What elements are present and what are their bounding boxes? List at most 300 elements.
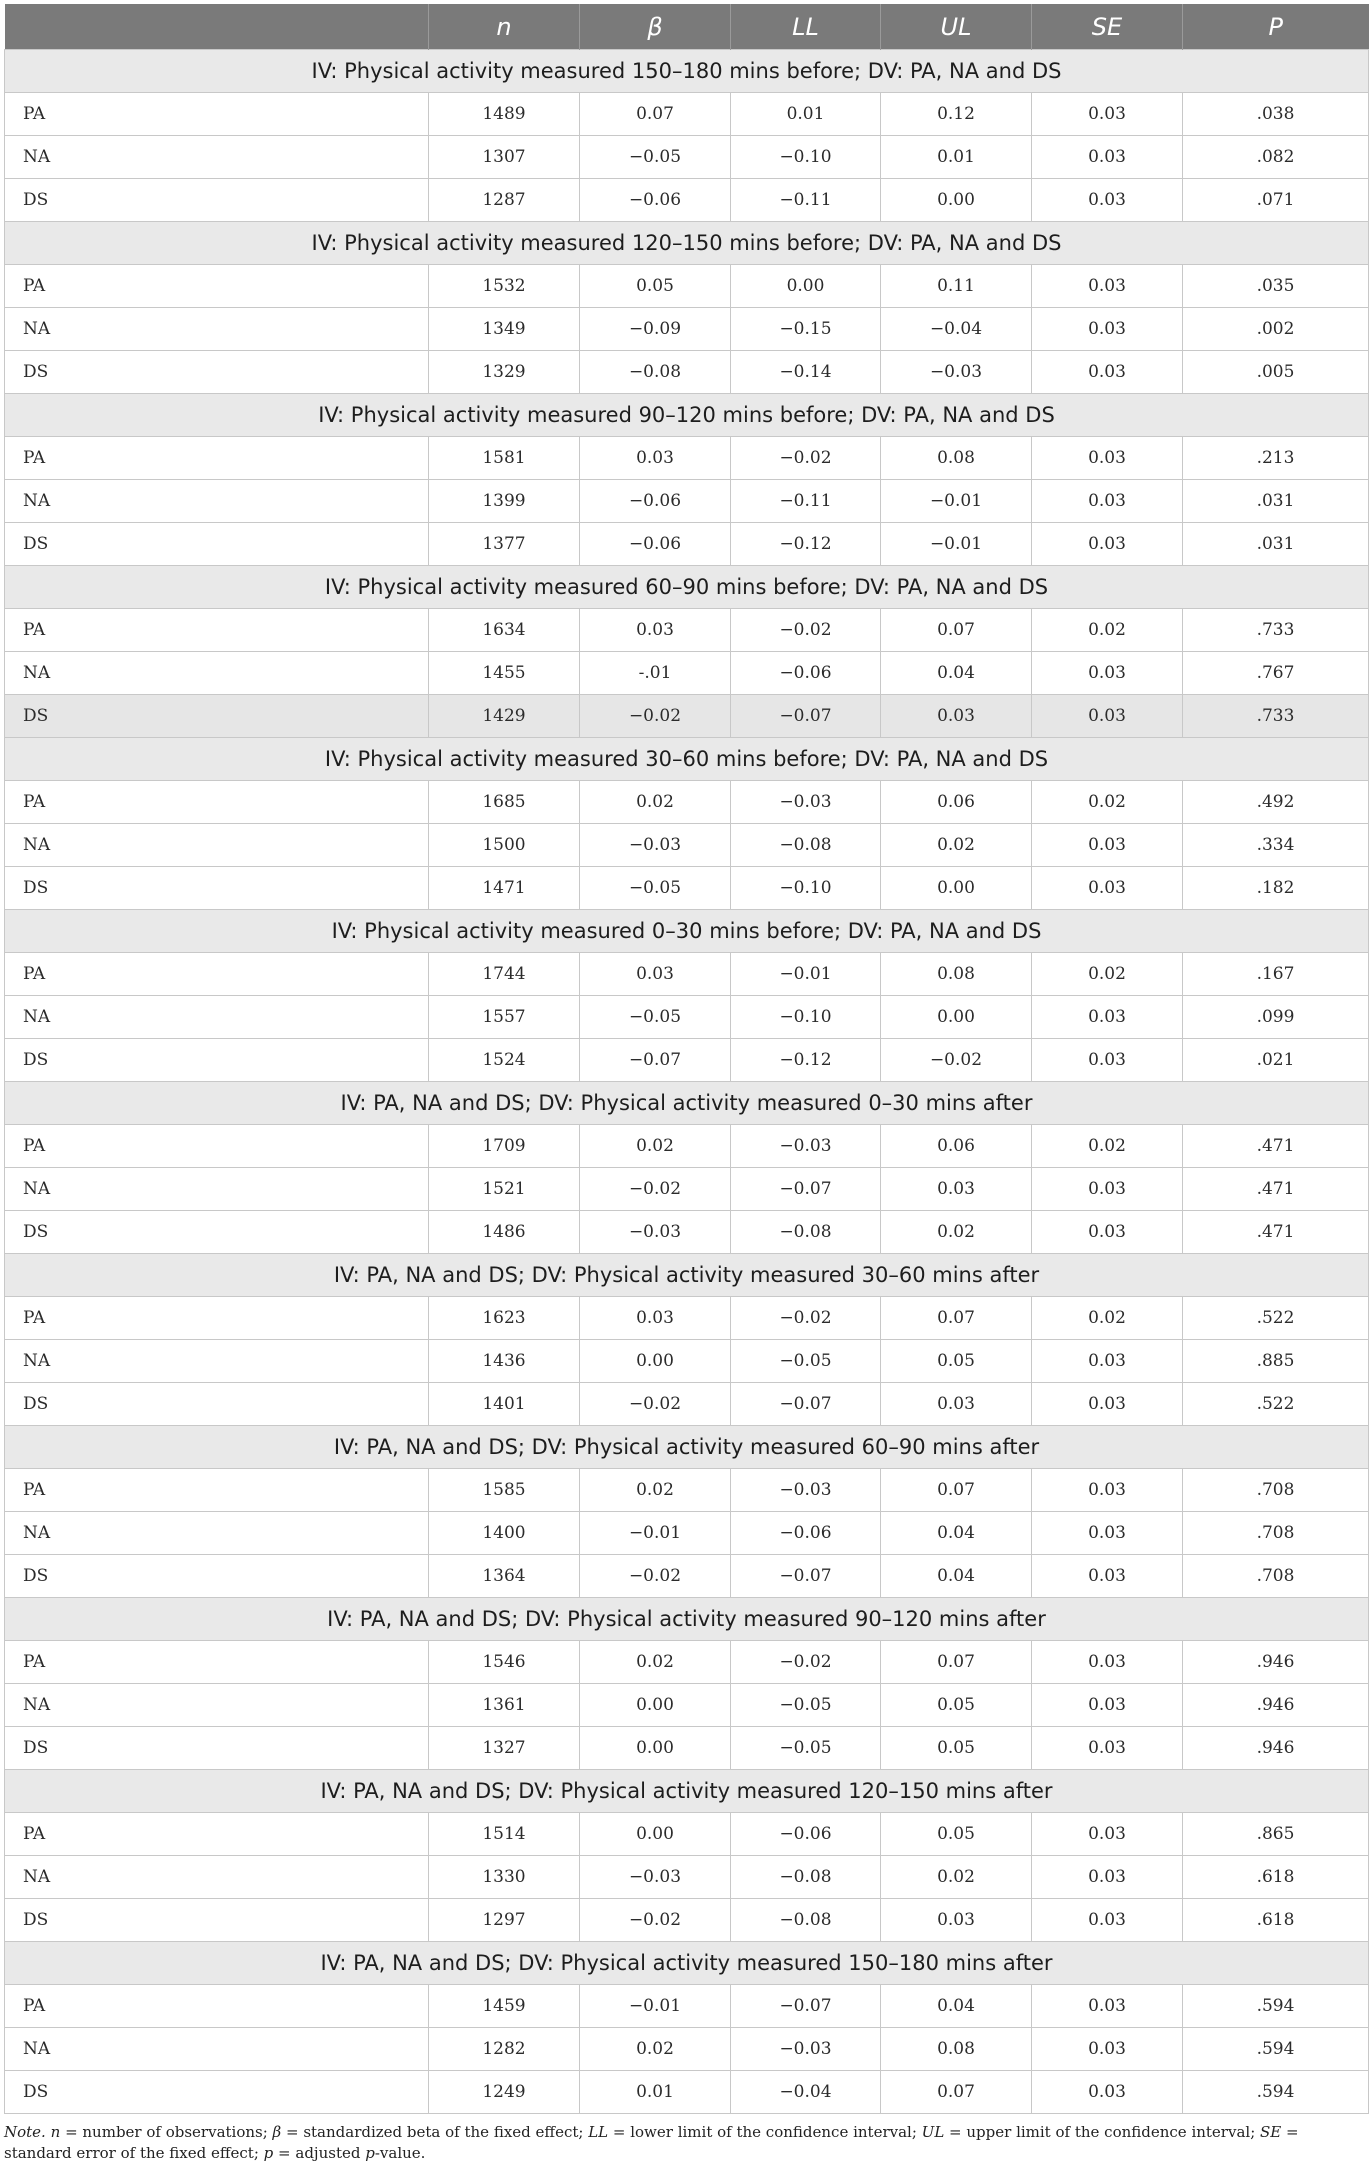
section-title: IV: Physical activity measured 30–60 mins before; DV: PA, NA and DS	[5, 738, 1369, 781]
cell-n: 1623	[429, 1297, 580, 1340]
cell-ll: −0.06	[731, 1813, 881, 1856]
cell-ll: −0.05	[731, 1340, 881, 1383]
cell-n: 1429	[429, 695, 580, 738]
cell-p: .767	[1183, 652, 1369, 695]
note-text: = standard error of the fixed effect;	[4, 2123, 1299, 2162]
header-se: SE	[1032, 4, 1183, 50]
row-label: PA	[5, 953, 429, 996]
table-row	[5, 867, 1369, 910]
cell-ul: 0.08	[881, 2028, 1032, 2071]
cell-ll: −0.06	[731, 1512, 881, 1555]
cell-beta: 0.00	[580, 1340, 731, 1383]
cell-se: 0.03	[1032, 1641, 1183, 1684]
cell-beta: −0.01	[580, 1985, 731, 2028]
row-label: DS	[5, 695, 429, 738]
cell-ul: 0.06	[881, 781, 1032, 824]
cell-p: .167	[1183, 953, 1369, 996]
section-header-row	[5, 910, 1369, 953]
cell-ll: −0.15	[731, 308, 881, 351]
row-label: DS	[5, 1899, 429, 1942]
cell-ul: 0.05	[881, 1684, 1032, 1727]
cell-beta: −0.03	[580, 1211, 731, 1254]
row-label: NA	[5, 1340, 429, 1383]
row-label: NA	[5, 1168, 429, 1211]
cell-n: 1329	[429, 351, 580, 394]
table-row	[5, 1856, 1369, 1899]
cell-beta: 0.00	[580, 1813, 731, 1856]
table-row	[5, 136, 1369, 179]
cell-beta: 0.03	[580, 953, 731, 996]
cell-ll: −0.04	[731, 2071, 881, 2114]
note-text: = adjusted	[273, 2144, 366, 2162]
results-table-container	[4, 4, 1368, 2164]
cell-ll: −0.08	[731, 1856, 881, 1899]
cell-ll: −0.14	[731, 351, 881, 394]
cell-ll: −0.11	[731, 480, 881, 523]
cell-p: .031	[1183, 523, 1369, 566]
table-row	[5, 1899, 1369, 1942]
cell-ul: 0.07	[881, 2071, 1032, 2114]
cell-beta: 0.00	[580, 1727, 731, 1770]
note-symbol: p	[365, 2144, 375, 2162]
cell-beta: 0.02	[580, 1641, 731, 1684]
cell-p: .471	[1183, 1168, 1369, 1211]
cell-ll: −0.08	[731, 1211, 881, 1254]
cell-p: .021	[1183, 1039, 1369, 1082]
table-row	[5, 437, 1369, 480]
table-row	[5, 1469, 1369, 1512]
row-label: NA	[5, 652, 429, 695]
section-title: IV: PA, NA and DS; DV: Physical activity measured 120–150 mins after	[5, 1770, 1369, 1813]
cell-p: .334	[1183, 824, 1369, 867]
cell-ul: 0.02	[881, 824, 1032, 867]
table-row	[5, 996, 1369, 1039]
cell-p: .946	[1183, 1684, 1369, 1727]
cell-beta: 0.02	[580, 1125, 731, 1168]
table-row	[5, 93, 1369, 136]
row-label: PA	[5, 1125, 429, 1168]
cell-ul: 0.03	[881, 1899, 1032, 1942]
cell-beta: −0.01	[580, 1512, 731, 1555]
table-row	[5, 1985, 1369, 2028]
row-label: DS	[5, 351, 429, 394]
table-row	[5, 2028, 1369, 2071]
cell-ul: 0.02	[881, 1856, 1032, 1899]
cell-beta: −0.06	[580, 480, 731, 523]
cell-p: .522	[1183, 1383, 1369, 1426]
table-row	[5, 351, 1369, 394]
cell-se: 0.03	[1032, 437, 1183, 480]
cell-p: .708	[1183, 1469, 1369, 1512]
cell-beta: 0.00	[580, 1684, 731, 1727]
section-title: IV: Physical activity measured 90–120 mins before; DV: PA, NA and DS	[5, 394, 1369, 437]
cell-se: 0.03	[1032, 1383, 1183, 1426]
table-row	[5, 1813, 1369, 1856]
cell-n: 1634	[429, 609, 580, 652]
table-row	[5, 1727, 1369, 1770]
cell-se: 0.03	[1032, 1168, 1183, 1211]
note-symbol: β	[272, 2123, 282, 2141]
cell-n: 1361	[429, 1684, 580, 1727]
cell-p: .946	[1183, 1727, 1369, 1770]
cell-beta: 0.02	[580, 2028, 731, 2071]
row-label: PA	[5, 1985, 429, 2028]
cell-se: 0.03	[1032, 695, 1183, 738]
section-header-row	[5, 566, 1369, 609]
note-text: = standardized beta of the fixed effect;	[281, 2123, 589, 2141]
cell-ul: 0.04	[881, 1555, 1032, 1598]
cell-ul: −0.03	[881, 351, 1032, 394]
cell-ul: −0.04	[881, 308, 1032, 351]
table-row	[5, 824, 1369, 867]
cell-se: 0.03	[1032, 2028, 1183, 2071]
cell-p: .733	[1183, 695, 1369, 738]
note-symbol: p	[263, 2144, 274, 2162]
section-title: IV: Physical activity measured 60–90 mins before; DV: PA, NA and DS	[5, 566, 1369, 609]
cell-ll: −0.10	[731, 996, 881, 1039]
header-label	[5, 4, 429, 50]
cell-p: .031	[1183, 480, 1369, 523]
section-header-row	[5, 222, 1369, 265]
cell-p: .594	[1183, 1985, 1369, 2028]
cell-ul: 0.03	[881, 1168, 1032, 1211]
cell-se: 0.03	[1032, 867, 1183, 910]
row-label: PA	[5, 1297, 429, 1340]
table-row	[5, 1125, 1369, 1168]
cell-n: 1524	[429, 1039, 580, 1082]
cell-p: .522	[1183, 1297, 1369, 1340]
cell-ll: −0.07	[731, 1168, 881, 1211]
cell-ll: −0.08	[731, 824, 881, 867]
cell-p: .182	[1183, 867, 1369, 910]
cell-beta: −0.09	[580, 308, 731, 351]
table-row	[5, 308, 1369, 351]
cell-p: .618	[1183, 1856, 1369, 1899]
cell-se: 0.03	[1032, 996, 1183, 1039]
cell-ul: 0.11	[881, 265, 1032, 308]
section-title: IV: PA, NA and DS; DV: Physical activity measured 0–30 mins after	[5, 1082, 1369, 1125]
cell-ul: 0.07	[881, 1469, 1032, 1512]
cell-p: .099	[1183, 996, 1369, 1039]
section-title: IV: PA, NA and DS; DV: Physical activity measured 30–60 mins after	[5, 1254, 1369, 1297]
cell-ul: 0.04	[881, 1512, 1032, 1555]
row-label: NA	[5, 1512, 429, 1555]
cell-ul: 0.06	[881, 1125, 1032, 1168]
cell-ll: −0.02	[731, 1641, 881, 1684]
cell-se: 0.03	[1032, 480, 1183, 523]
header-n: n	[429, 4, 580, 50]
cell-se: 0.03	[1032, 2071, 1183, 2114]
cell-ll: −0.02	[731, 609, 881, 652]
cell-ul: 0.04	[881, 1985, 1032, 2028]
cell-se: 0.03	[1032, 1856, 1183, 1899]
cell-ll: −0.02	[731, 437, 881, 480]
cell-p: .618	[1183, 1899, 1369, 1942]
cell-ul: 0.05	[881, 1340, 1032, 1383]
section-header-row	[5, 1426, 1369, 1469]
cell-n: 1709	[429, 1125, 580, 1168]
table-row	[5, 1340, 1369, 1383]
cell-p: .946	[1183, 1641, 1369, 1684]
section-header-row	[5, 50, 1369, 93]
row-label: PA	[5, 1641, 429, 1684]
row-label: PA	[5, 93, 429, 136]
cell-ul: 0.05	[881, 1813, 1032, 1856]
row-label: DS	[5, 1727, 429, 1770]
cell-se: 0.03	[1032, 1469, 1183, 1512]
cell-p: .005	[1183, 351, 1369, 394]
table-row	[5, 1512, 1369, 1555]
cell-se: 0.03	[1032, 1340, 1183, 1383]
results-table-body	[5, 50, 1369, 2114]
section-title: IV: Physical activity measured 0–30 mins before; DV: PA, NA and DS	[5, 910, 1369, 953]
cell-se: 0.02	[1032, 1125, 1183, 1168]
cell-n: 1489	[429, 93, 580, 136]
table-row	[5, 781, 1369, 824]
cell-ll: 0.01	[731, 93, 881, 136]
results-table	[4, 4, 1369, 2114]
cell-se: 0.03	[1032, 1211, 1183, 1254]
cell-se: 0.03	[1032, 1985, 1183, 2028]
cell-ul: 0.07	[881, 1641, 1032, 1684]
row-label: DS	[5, 1039, 429, 1082]
table-row	[5, 695, 1369, 738]
cell-se: 0.02	[1032, 781, 1183, 824]
note-symbol: LL	[588, 2123, 609, 2141]
section-title: IV: Physical activity measured 120–150 mins before; DV: PA, NA and DS	[5, 222, 1369, 265]
cell-p: .071	[1183, 179, 1369, 222]
cell-beta: 0.05	[580, 265, 731, 308]
cell-n: 1400	[429, 1512, 580, 1555]
cell-ul: 0.12	[881, 93, 1032, 136]
cell-beta: 0.02	[580, 781, 731, 824]
table-row	[5, 1684, 1369, 1727]
header-row	[5, 4, 1369, 50]
cell-beta: −0.02	[580, 695, 731, 738]
cell-n: 1744	[429, 953, 580, 996]
cell-se: 0.03	[1032, 136, 1183, 179]
note-symbol: UL	[921, 2123, 945, 2141]
cell-p: .492	[1183, 781, 1369, 824]
cell-se: 0.03	[1032, 351, 1183, 394]
cell-n: 1486	[429, 1211, 580, 1254]
note-text: = upper limit of the confidence interval;	[944, 2123, 1261, 2141]
cell-ul: 0.08	[881, 953, 1032, 996]
table-row	[5, 652, 1369, 695]
cell-beta: 0.03	[580, 437, 731, 480]
table-row	[5, 1641, 1369, 1684]
cell-ul: 0.03	[881, 1383, 1032, 1426]
cell-n: 1249	[429, 2071, 580, 2114]
cell-n: 1399	[429, 480, 580, 523]
cell-ll: −0.02	[731, 1297, 881, 1340]
row-label: DS	[5, 1211, 429, 1254]
section-header-row	[5, 1770, 1369, 1813]
table-row	[5, 523, 1369, 566]
cell-n: 1377	[429, 523, 580, 566]
cell-se: 0.03	[1032, 1555, 1183, 1598]
section-header-row	[5, 394, 1369, 437]
cell-ll: −0.07	[731, 1383, 881, 1426]
cell-n: 1500	[429, 824, 580, 867]
cell-ll: −0.10	[731, 136, 881, 179]
row-label: NA	[5, 480, 429, 523]
section-header-row	[5, 1082, 1369, 1125]
note-text: -value.	[374, 2144, 426, 2162]
cell-n: 1557	[429, 996, 580, 1039]
cell-n: 1436	[429, 1340, 580, 1383]
row-label: NA	[5, 1684, 429, 1727]
table-row	[5, 1383, 1369, 1426]
table-row	[5, 179, 1369, 222]
row-label: DS	[5, 1555, 429, 1598]
cell-ll: −0.12	[731, 1039, 881, 1082]
cell-beta: −0.05	[580, 136, 731, 179]
cell-n: 1532	[429, 265, 580, 308]
cell-beta: −0.02	[580, 1168, 731, 1211]
cell-n: 1459	[429, 1985, 580, 2028]
row-label: PA	[5, 437, 429, 480]
cell-n: 1585	[429, 1469, 580, 1512]
cell-p: .082	[1183, 136, 1369, 179]
cell-ll: −0.06	[731, 652, 881, 695]
cell-ll: −0.03	[731, 781, 881, 824]
cell-ll: −0.07	[731, 695, 881, 738]
section-title: IV: Physical activity measured 150–180 mins before; DV: PA, NA and DS	[5, 50, 1369, 93]
row-label: NA	[5, 2028, 429, 2071]
note-text: = lower limit of the confidence interval;	[608, 2123, 922, 2141]
cell-se: 0.02	[1032, 953, 1183, 996]
cell-p: .733	[1183, 609, 1369, 652]
cell-beta: −0.03	[580, 824, 731, 867]
cell-p: .002	[1183, 308, 1369, 351]
row-label: NA	[5, 824, 429, 867]
cell-se: 0.03	[1032, 824, 1183, 867]
cell-ll: −0.01	[731, 953, 881, 996]
cell-ul: 0.05	[881, 1727, 1032, 1770]
cell-n: 1349	[429, 308, 580, 351]
section-header-row	[5, 738, 1369, 781]
cell-ll: −0.03	[731, 2028, 881, 2071]
row-label: NA	[5, 996, 429, 1039]
cell-n: 1514	[429, 1813, 580, 1856]
cell-ul: 0.03	[881, 695, 1032, 738]
cell-p: .594	[1183, 2028, 1369, 2071]
cell-se: 0.03	[1032, 179, 1183, 222]
cell-se: 0.03	[1032, 1813, 1183, 1856]
cell-ul: 0.04	[881, 652, 1032, 695]
cell-se: 0.02	[1032, 1297, 1183, 1340]
row-label: PA	[5, 1469, 429, 1512]
header-beta: β	[580, 4, 731, 50]
cell-ll: −0.08	[731, 1899, 881, 1942]
header-ll: LL	[731, 4, 881, 50]
cell-ul: 0.00	[881, 867, 1032, 910]
cell-p: .213	[1183, 437, 1369, 480]
cell-se: 0.03	[1032, 1039, 1183, 1082]
row-label: DS	[5, 1383, 429, 1426]
cell-ll: 0.00	[731, 265, 881, 308]
section-title: IV: PA, NA and DS; DV: Physical activity measured 90–120 mins after	[5, 1598, 1369, 1641]
table-row	[5, 1211, 1369, 1254]
section-header-row	[5, 1942, 1369, 1985]
cell-ll: −0.11	[731, 179, 881, 222]
cell-ul: 0.07	[881, 1297, 1032, 1340]
row-label: DS	[5, 867, 429, 910]
row-label: DS	[5, 179, 429, 222]
row-label: PA	[5, 1813, 429, 1856]
cell-ll: −0.07	[731, 1555, 881, 1598]
cell-ul: −0.01	[881, 480, 1032, 523]
cell-beta: −0.06	[580, 523, 731, 566]
cell-se: 0.03	[1032, 93, 1183, 136]
table-row	[5, 953, 1369, 996]
cell-n: 1287	[429, 179, 580, 222]
cell-ll: −0.03	[731, 1469, 881, 1512]
cell-n: 1521	[429, 1168, 580, 1211]
cell-beta: −0.02	[580, 1899, 731, 1942]
cell-beta: −0.05	[580, 867, 731, 910]
cell-ul: 0.01	[881, 136, 1032, 179]
table-row	[5, 609, 1369, 652]
cell-ul: 0.00	[881, 996, 1032, 1039]
section-title: IV: PA, NA and DS; DV: Physical activity measured 150–180 mins after	[5, 1942, 1369, 1985]
table-row	[5, 1168, 1369, 1211]
cell-se: 0.03	[1032, 652, 1183, 695]
cell-n: 1401	[429, 1383, 580, 1426]
section-header-row	[5, 1254, 1369, 1297]
cell-beta: −0.05	[580, 996, 731, 1039]
cell-beta: 0.02	[580, 1469, 731, 1512]
cell-beta: 0.07	[580, 93, 731, 136]
cell-n: 1307	[429, 136, 580, 179]
cell-beta: 0.03	[580, 1297, 731, 1340]
table-row	[5, 1297, 1369, 1340]
cell-p: .594	[1183, 2071, 1369, 2114]
cell-n: 1471	[429, 867, 580, 910]
header-p: P	[1183, 4, 1369, 50]
cell-ul: 0.08	[881, 437, 1032, 480]
cell-ll: −0.05	[731, 1684, 881, 1727]
row-label: DS	[5, 523, 429, 566]
table-row	[5, 2071, 1369, 2114]
cell-p: .038	[1183, 93, 1369, 136]
cell-n: 1364	[429, 1555, 580, 1598]
cell-ll: −0.05	[731, 1727, 881, 1770]
cell-ul: 0.02	[881, 1211, 1032, 1254]
cell-ll: −0.12	[731, 523, 881, 566]
row-label: PA	[5, 781, 429, 824]
header-ul: UL	[881, 4, 1032, 50]
cell-n: 1297	[429, 1899, 580, 1942]
cell-p: .885	[1183, 1340, 1369, 1383]
section-title: IV: PA, NA and DS; DV: Physical activity measured 60–90 mins after	[5, 1426, 1369, 1469]
table-row	[5, 1039, 1369, 1082]
cell-se: 0.02	[1032, 609, 1183, 652]
cell-ul: 0.00	[881, 179, 1032, 222]
cell-beta: −0.08	[580, 351, 731, 394]
note-symbol: SE	[1260, 2123, 1282, 2141]
cell-ul: −0.01	[881, 523, 1032, 566]
section-header-row	[5, 1598, 1369, 1641]
cell-n: 1455	[429, 652, 580, 695]
cell-n: 1330	[429, 1856, 580, 1899]
cell-n: 1546	[429, 1641, 580, 1684]
table-row	[5, 480, 1369, 523]
cell-ll: −0.10	[731, 867, 881, 910]
cell-beta: −0.02	[580, 1555, 731, 1598]
cell-beta: −0.07	[580, 1039, 731, 1082]
